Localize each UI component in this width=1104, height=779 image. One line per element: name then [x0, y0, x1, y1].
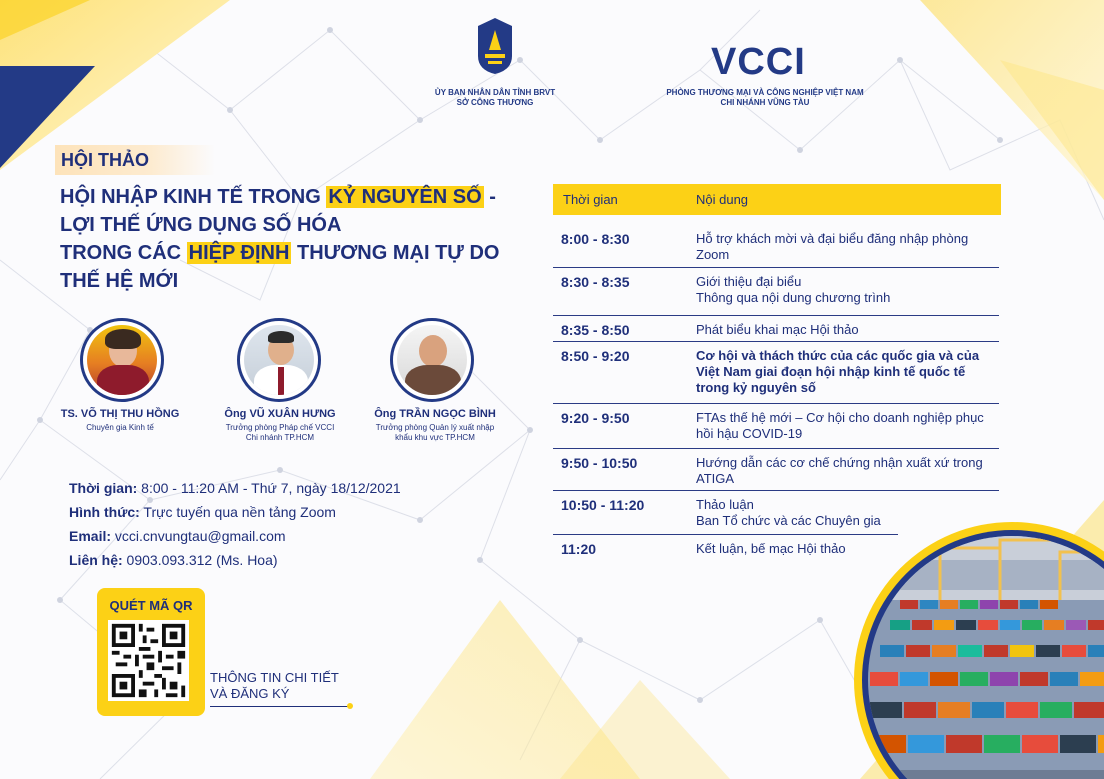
qr-code[interactable] [108, 620, 189, 701]
speaker-name: Ông TRẦN NGỌC BÌNH [374, 408, 496, 420]
schedule-content: Kết luận, bế mạc Hội thảo [696, 541, 846, 556]
province-org-name [400, 88, 590, 108]
info-label: Hình thức: [69, 504, 140, 520]
qr-code-icon [108, 620, 189, 701]
info-email [69, 528, 489, 544]
schedule-row [553, 404, 999, 449]
qr-label: QUÉT MÃ QR [109, 598, 193, 613]
speaker-2 [200, 408, 360, 443]
speaker-role: khẩu khu vực TP.HCM [395, 433, 475, 442]
speaker-role: Chuyên gia Kinh tế [86, 423, 154, 432]
speaker-1 [40, 408, 200, 433]
schedule-time: 9:20 - 9:50 [561, 410, 630, 426]
title-line-1 [60, 183, 530, 211]
vcci-org-line2: CHI NHÁNH VŨNG TÀU [720, 98, 810, 107]
speaker-avatar-2 [237, 318, 321, 402]
speaker-role: Chi nhánh TP.HCM [245, 433, 315, 442]
info-value[interactable]: vcci.cnvungtau@gmail.com [111, 528, 286, 544]
schedule-col-time: Thời gian [563, 192, 618, 207]
province-org-line1: ỦY BAN NHÂN DÂN TỈNH BRVT [434, 88, 556, 97]
title-highlight: HIỆP ĐỊNH [188, 242, 290, 264]
qr-caption-line: VÀ ĐĂNG KÝ [210, 686, 290, 701]
schedule-content: Cơ hội và thách thức của các quốc gia và của Việt Nam giai đoạn hội nhập kinh tế quốc tế trong kỷ nguyên số [696, 348, 980, 395]
schedule-content: Hướng dẫn các cơ chế chứng nhận xuất xứ trong ATIGA [696, 455, 983, 486]
dot-icon [347, 703, 353, 709]
schedule-content: FTAs thế hệ mới – Cơ hội cho doanh nghiệp phục hồi hậu COVID-19 [696, 410, 984, 441]
schedule-time: 8:00 - 8:30 [561, 231, 630, 247]
speaker-avatar-1 [80, 318, 164, 402]
schedule-time: 9:50 - 10:50 [561, 455, 638, 471]
info-contact [69, 552, 489, 568]
title-line-3 [60, 239, 530, 267]
info-format [69, 504, 489, 520]
qr-caption-line: THÔNG TIN CHI TIẾT [210, 670, 339, 685]
schedule-time: 10:50 - 11:20 [561, 497, 645, 513]
schedule-time: 8:30 - 8:35 [561, 274, 630, 290]
schedule-content: Thảo luận Ban Tổ chức và các Chuyên gia [696, 497, 881, 528]
vcci-logo [711, 43, 806, 81]
title-text: THƯƠNG MẠI TỰ DO [291, 242, 500, 264]
info-value: 8:00 - 11:20 AM - Thứ 7, ngày 18/12/2021 [137, 480, 401, 496]
speaker-role: Trưởng phòng Pháp chế VCCI [225, 423, 335, 432]
info-label: Thời gian: [69, 480, 138, 496]
title-text: - [483, 186, 496, 208]
schedule-header [553, 184, 1001, 215]
event-title [60, 183, 530, 295]
speaker-avatar-3 [390, 318, 474, 402]
title-text: TRONG CÁC [60, 242, 187, 264]
schedule-row [553, 535, 999, 565]
title-line-2: LỢI THẾ ỨNG DỤNG SỐ HÓA [60, 214, 342, 236]
schedule-row [553, 449, 999, 491]
schedule-content: Giới thiệu đại biểu Thông qua nội dung chương trình [696, 274, 891, 305]
info-label: Email: [69, 528, 112, 544]
schedule-col-content: Nội dung [696, 192, 749, 207]
schedule-row [553, 268, 999, 316]
speaker-name: Ông VŨ XUÂN HƯNG [224, 408, 336, 420]
province-emblem-icon [474, 16, 516, 76]
title-highlight: KỶ NGUYÊN SỐ [328, 186, 482, 208]
speaker-3 [355, 408, 515, 443]
title-line-4: THẾ HỆ MỚI [60, 270, 179, 292]
province-org-line2: SỞ CÔNG THƯƠNG [456, 98, 534, 107]
qr-caption [210, 670, 339, 702]
schedule-row [553, 316, 999, 342]
speaker-name: TS. VÕ THỊ THU HỒNG [60, 408, 180, 420]
vcci-org-name [650, 88, 880, 108]
info-label: Liên hệ: [69, 552, 123, 568]
schedule-row [553, 491, 898, 535]
vcci-org-line1: PHÒNG THƯƠNG MẠI VÀ CÔNG NGHIỆP VIỆT NAM [666, 88, 864, 97]
qr-divider [210, 706, 350, 707]
vcci-logo-text: VCCI [711, 41, 806, 83]
schedule-time: 8:35 - 8:50 [561, 322, 630, 338]
event-type-label: HỘI THẢO [55, 145, 215, 175]
schedule-row [553, 225, 999, 268]
info-value: 0903.093.312 (Ms. Hoa) [122, 552, 278, 568]
schedule-content: Hỗ trợ khách mời và đại biểu đăng nhập phòng Zoom [696, 231, 969, 262]
schedule-row [553, 342, 999, 404]
speaker-role: Trưởng phòng Quản lý xuất nhập [375, 423, 495, 432]
title-text: HỘI NHẬP KINH TẾ TRONG [60, 186, 327, 208]
schedule-content: Phát biểu khai mạc Hội thảo [696, 322, 859, 337]
info-value: Trực tuyến qua nền tảng Zoom [139, 504, 336, 520]
info-time [69, 480, 489, 496]
schedule-time: 8:50 - 9:20 [561, 348, 630, 364]
schedule-time: 11:20 [561, 541, 597, 557]
